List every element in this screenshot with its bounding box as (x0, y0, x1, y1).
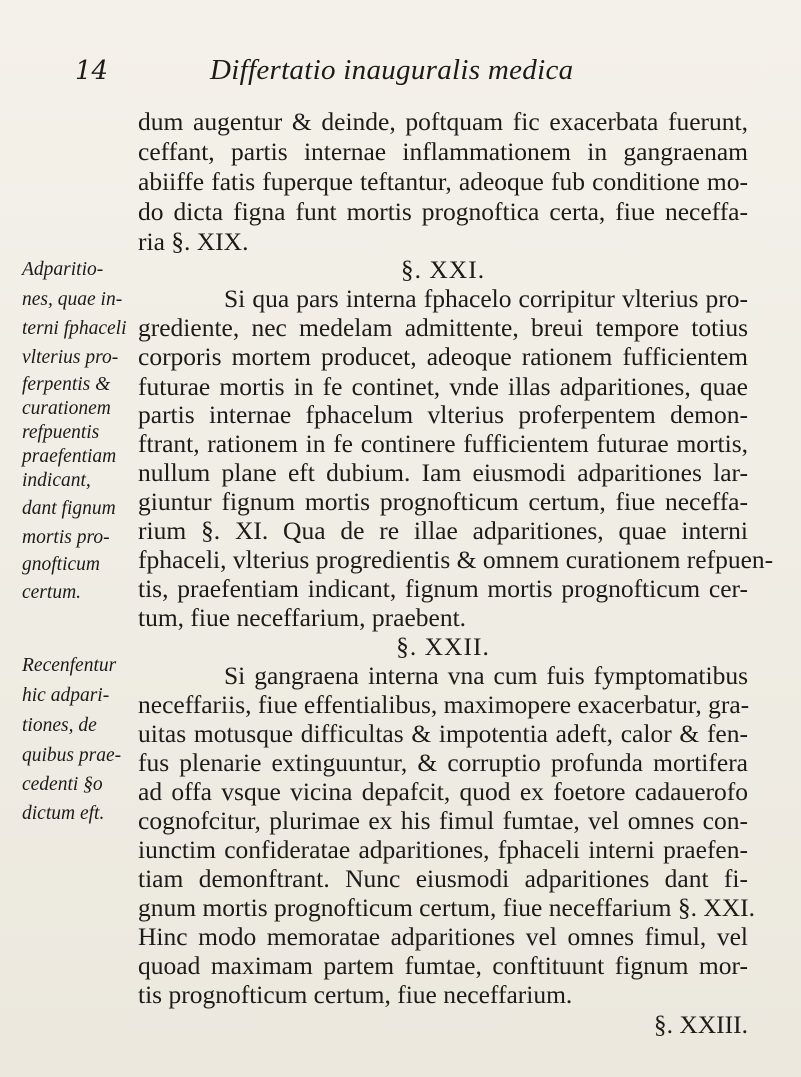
margin-note: vlterius pro- (22, 347, 119, 368)
text-line: rium §. XI. Qua de re illae adparitiones, quae interni (138, 516, 748, 545)
text-line: fphaceli, vlterius progredientis & omnem curationem refpuen- (138, 545, 774, 574)
text-line: uitas motusque difficultas & impotentia adeft, calor & fen- (138, 719, 748, 748)
text-line: neceffariis, fiue effentialibus, maximopere exacerbatur, gra- (138, 690, 750, 719)
text-line: corporis mortem producet, adeoque rationem fufficientem (138, 342, 748, 371)
text-line: quoad maximam partem fumtae, conftituunt fignum mor- (138, 951, 748, 980)
text-line: dum augentur & deinde, poftquam fic exacerbata fuerunt, (138, 107, 748, 136)
margin-note: praefentiam (22, 446, 117, 467)
text-line: Si gangraena interna vna cum fuis fymptomatibus (224, 661, 748, 690)
margin-note: certum. (22, 582, 82, 603)
margin-note: curationem (22, 398, 111, 419)
margin-note: indicant, (22, 470, 91, 491)
text-line: cognofcitur, plurimae ex his fimul fumtae, vel omnes con- (138, 806, 748, 835)
section-heading: §. XXI. (400, 255, 486, 284)
margin-note: dictum eft. (22, 803, 105, 824)
text-line: Si qua pars interna fphacelo corripitur vlterius pro- (224, 284, 748, 313)
margin-note: dant fignum (22, 498, 116, 519)
text-line: ftrant, rationem in fe continere fufficientem futurae mortis, (138, 429, 748, 458)
running-head: Differtatio inauguralis medica (210, 54, 574, 86)
text-line: nullum plane eft dubium. Iam eiusmodi adparitiones lar- (138, 458, 748, 487)
margin-note: mortis pro- (22, 527, 110, 548)
text-line: futurae mortis in fe continet, vnde illas adparitiones, quae (138, 372, 748, 401)
page-number: 14 (75, 56, 109, 86)
margin-note: nes, quae in- (22, 289, 123, 310)
margin-note: Adparitio- (22, 259, 104, 280)
text-line: do dicta figna funt mortis prognoftica certa, fiue neceffa- (138, 197, 748, 226)
margin-note: ferpentis & (22, 374, 111, 395)
margin-note: tiones, de (22, 715, 97, 736)
text-line: iunctim confideratae adparitiones, fphaceli interni praefen- (138, 835, 748, 864)
margin-note: terni fphaceli (22, 318, 127, 339)
text-line: fus plenarie extinguuntur, & corruptio profunda mortifera (138, 748, 748, 777)
margin-note: cedenti §o (22, 774, 103, 795)
text-line: ad offa vsque vicina depafcit, quod ex foetore cadauerofo (138, 777, 748, 806)
margin-note: quibus prae- (22, 745, 122, 766)
text-line: giuntur fignum mortis prognofticum certum, fiue neceffa- (138, 487, 748, 516)
margin-note: refpuentis (22, 422, 100, 443)
margin-note: Recenfentur (22, 655, 117, 676)
section-heading: §. XXIII. (653, 1010, 748, 1039)
text-line: ria §. XIX. (138, 227, 249, 256)
margin-note: hic adpari- (22, 685, 110, 706)
text-line: grediente, nec medelam admittente, breui tempore totius (138, 313, 748, 342)
margin-note: gnofticum (22, 554, 100, 575)
text-line: partis internae fphacelum vlterius proferpentem demon- (138, 400, 748, 429)
section-heading: §. XXII. (396, 632, 490, 661)
text-line: gnum mortis prognofticum certum, fiue neceffarium §. XXI. (138, 893, 756, 922)
text-line: tiam demonftrant. Nunc eiusmodi adparitiones dant fi- (138, 864, 748, 893)
text-line: tis prognofticum certum, fiue neceffarium. (138, 980, 573, 1009)
text-line: ceffant, partis internae inflammationem in gangraenam (138, 137, 748, 166)
text-line: abiiffe fatis fuperque teftantur, adeoque fub conditione mo- (138, 167, 748, 196)
page-header (0, 54, 801, 94)
text-line: Hinc modo memoratae adparitiones vel omnes fimul, vel (138, 922, 748, 951)
text-line: tis, praefentiam indicant, fignum mortis prognofticum cer- (138, 574, 748, 603)
text-line: tum, fiue neceffarium, praebent. (138, 603, 467, 632)
